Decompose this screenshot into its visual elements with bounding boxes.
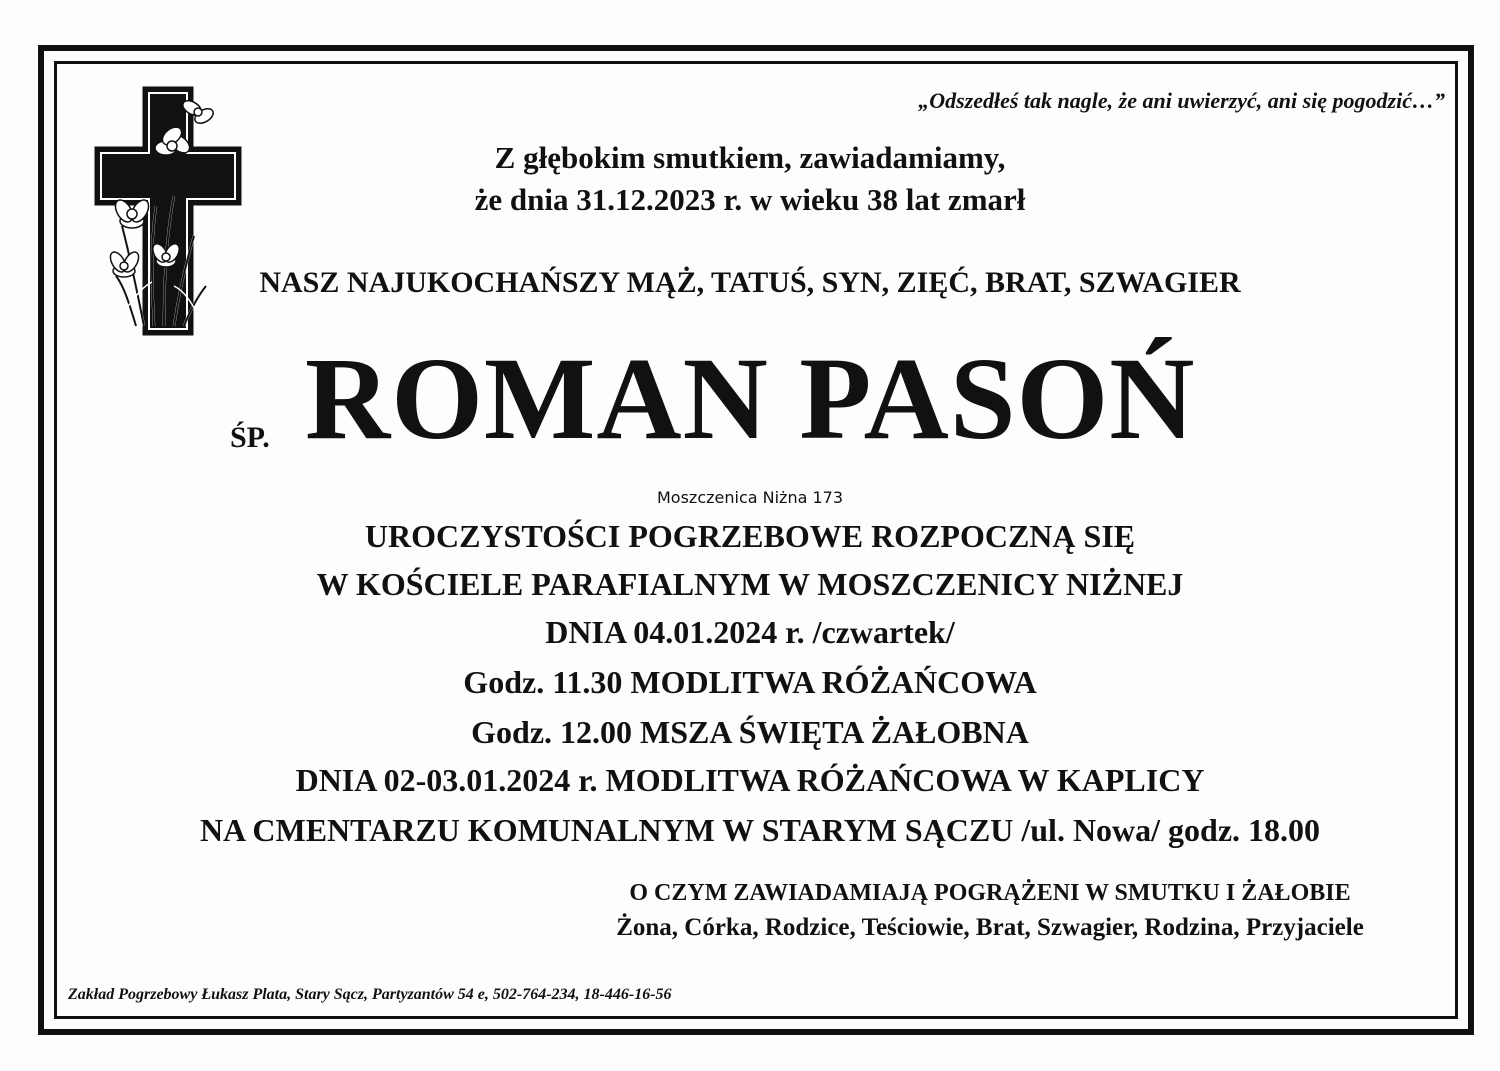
ceremony-line: Godz. 12.00 MSZA ŚWIĘTA ŻAŁOBNA (471, 714, 1029, 750)
deceased-address: Moszczenica Niżna 173 (656, 488, 844, 507)
intro-line-1: Z głębokim smutkiem, zawiadamiamy, (494, 140, 1006, 175)
deceased-name: ROMAN PASOŃ (305, 333, 1196, 464)
deceased-prefix: ŚP. (230, 421, 270, 454)
informers-title: O CZYM ZAWIADAMIAJĄ POGRĄŻENI W SMUTKU I ŻAŁOBIE (629, 880, 1351, 906)
memorial-quote: „Odszedłeś tak nagle, że ani uwierzyć, ani się pogodzić…” (918, 88, 1445, 113)
informers-family: Żona, Córka, Rodzice, Teściowie, Brat, Szwagier, Rodzina, Przyjaciele (616, 914, 1364, 941)
relations-line: NASZ NAJUKOCHAŃSZY MĄŻ, TATUŚ, SYN, ZIĘĆ, BRAT, SZWAGIER (259, 266, 1241, 299)
funeral-home-footer: Zakład Pogrzebowy Łukasz Plata, Stary Sącz, Partyzantów 54 e, 502-764-234, 18-446-16-56 (68, 986, 672, 1003)
ceremony-line: NA CMENTARZU KOMUNALNYM W STARYM SĄCZU /ul. Nowa/ godz. 18.00 (199, 812, 1321, 848)
ceremony-line: UROCZYSTOŚCI POGRZEBOWE ROZPOCZNĄ SIĘ (364, 518, 1136, 554)
ceremony-line: Godz. 11.30 MODLITWA RÓŻAŃCOWA (463, 664, 1037, 700)
ceremony-line: DNIA 04.01.2024 r. /czwartek/ (545, 614, 955, 650)
intro-line-2: że dnia 31.12.2023 r. w wieku 38 lat zmarł (474, 182, 1026, 217)
ceremony-line: W KOŚCIELE PARAFIALNYM W MOSZCZENICY NIŻNEJ (316, 566, 1184, 602)
ceremony-line: DNIA 02-03.01.2024 r. MODLITWA RÓŻAŃCOWA W KAPLICY (295, 762, 1205, 798)
